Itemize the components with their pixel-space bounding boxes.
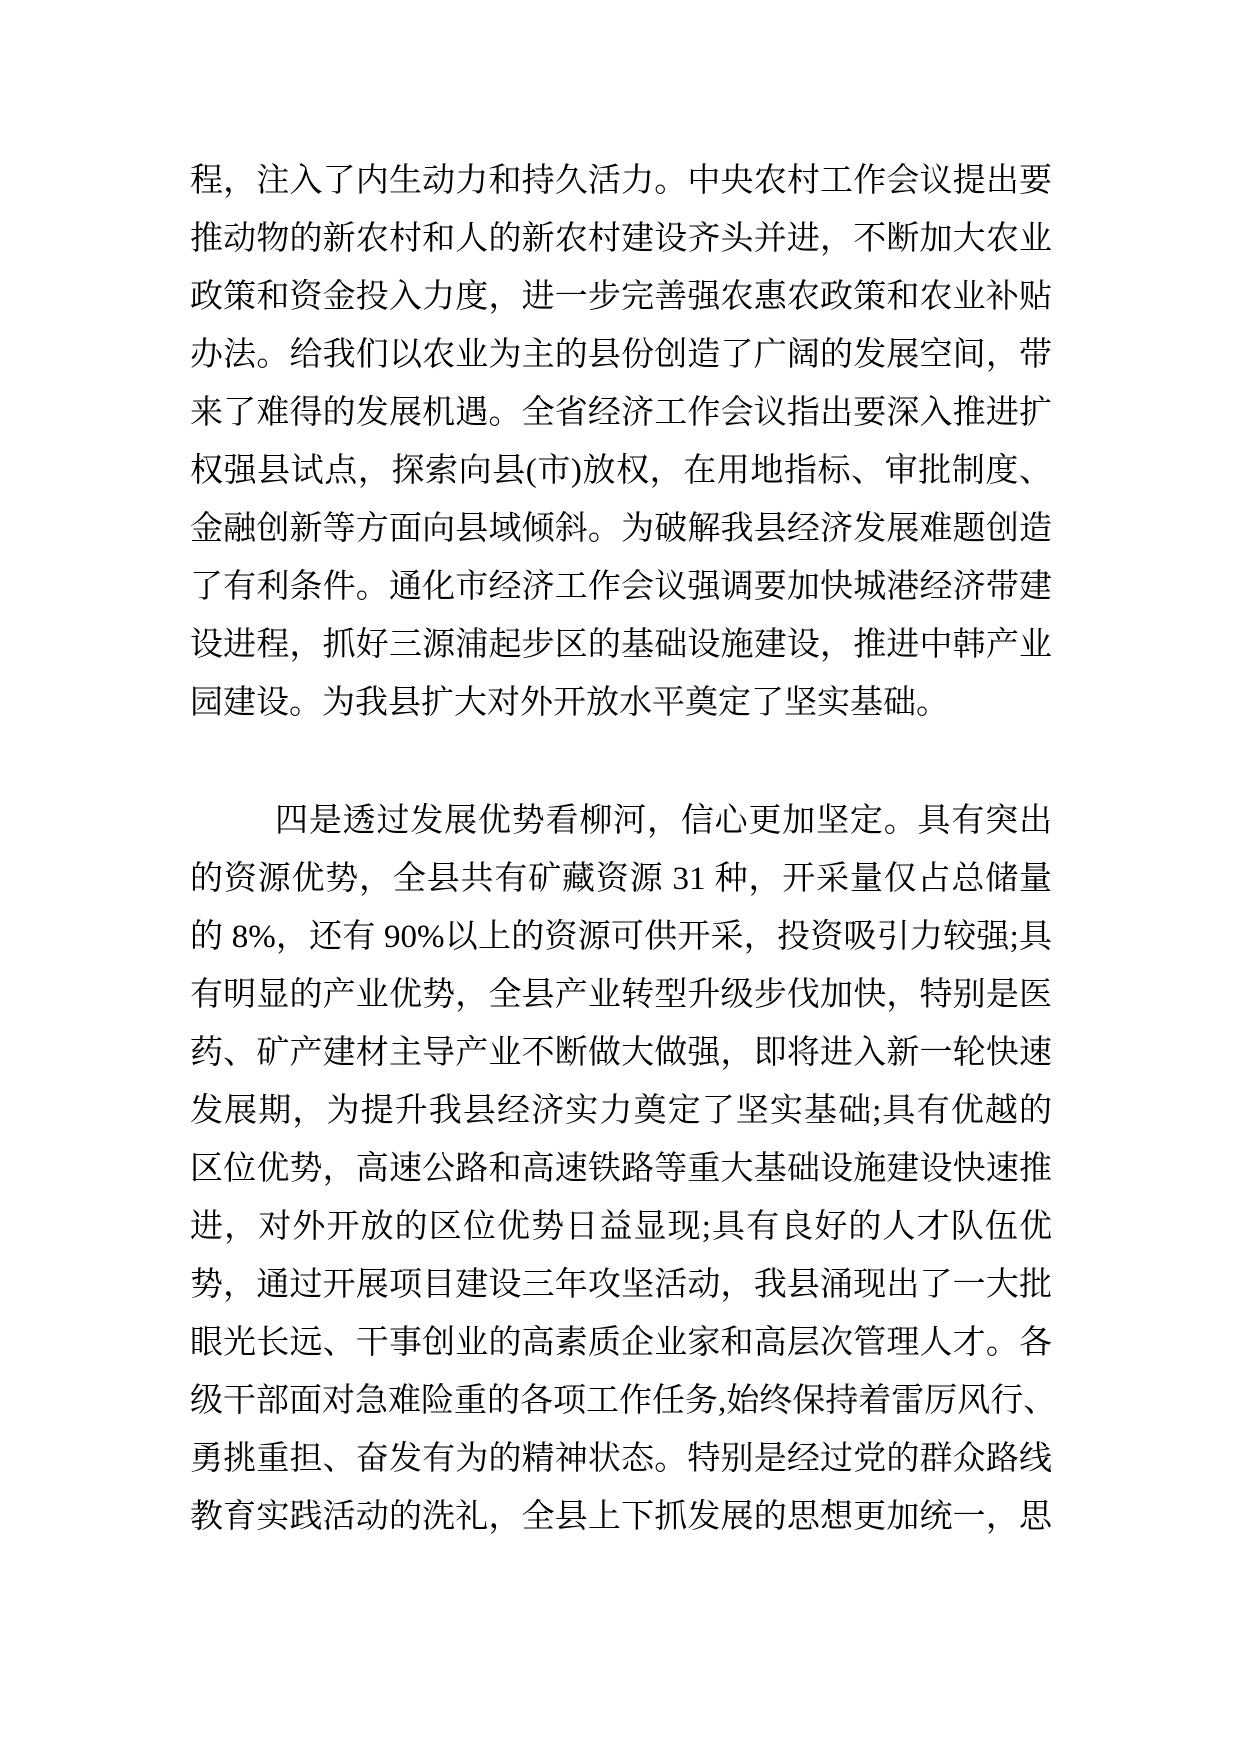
text-line: 进，对外开放的区位优势日益显现;具有良好的人才队伍优 [190, 1209, 1052, 1245]
text-line: 金融创新等方面向县域倾斜。为破解我县经济发展难题创造 [190, 511, 1052, 547]
text-line: 的资源优势，全县共有矿藏资源 31 种，开采量仅占总储量 [190, 861, 1052, 897]
text-line: 的 8%，还有 90%以上的资源可供开采，投资吸引力较强;具 [190, 919, 1052, 955]
text-line: 程，注入了内生动力和持久活力。中央农村工作会议提出要 [190, 163, 1052, 199]
text-line: 区位优势，高速公路和高速铁路等重大基础设施建设快速推 [190, 1151, 1052, 1187]
text-line: 药、矿产建材主导产业不断做大做强，即将进入新一轮快速 [190, 1035, 1052, 1071]
text-line: 政策和资金投入力度，进一步完善强农惠农政策和农业补贴 [190, 279, 1052, 315]
text-line: 有明显的产业优势，全县产业转型升级步伐加快，特别是医 [190, 977, 1052, 1013]
text-line: 园建设。为我县扩大对外开放水平奠定了坚实基础。 [190, 685, 949, 721]
text-line: 权强县试点，探索向县(市)放权，在用地指标、审批制度、 [190, 453, 1052, 489]
paragraph [190, 152, 1052, 732]
text-line: 四是透过发展优势看柳河，信心更加坚定。具有突出 [275, 803, 1052, 839]
text-line: 办法。给我们以农业为主的县份创造了广阔的发展空间，带 [190, 337, 1052, 373]
paragraph [190, 792, 1057, 1546]
text-line: 推动物的新农村和人的新农村建设齐头并进，不断加大农业 [190, 221, 1052, 257]
text-line: 眼光长远、干事创业的高素质企业家和高层次管理人才。各 [190, 1325, 1052, 1361]
text-line: 来了难得的发展机遇。全省经济工作会议指出要深入推进扩 [190, 395, 1052, 431]
text-line: 教育实践活动的洗礼，全县上下抓发展的思想更加统一，思 [190, 1499, 1052, 1535]
document-content [190, 152, 1057, 1546]
text-line: 级干部面对急难险重的各项工作任务,始终保持着雷厉风行、 [190, 1383, 1057, 1419]
text-line: 勇挑重担、奋发有为的精神状态。特别是经过党的群众路线 [190, 1441, 1052, 1477]
text-line: 发展期，为提升我县经济实力奠定了坚实基础;具有优越的 [190, 1093, 1052, 1129]
text-line: 设进程，抓好三源浦起步区的基础设施建设，推进中韩产业 [190, 627, 1052, 663]
text-line: 了有利条件。通化市经济工作会议强调要加快城港经济带建 [190, 569, 1052, 605]
text-line: 势，通过开展项目建设三年攻坚活动，我县涌现出了一大批 [190, 1267, 1052, 1303]
